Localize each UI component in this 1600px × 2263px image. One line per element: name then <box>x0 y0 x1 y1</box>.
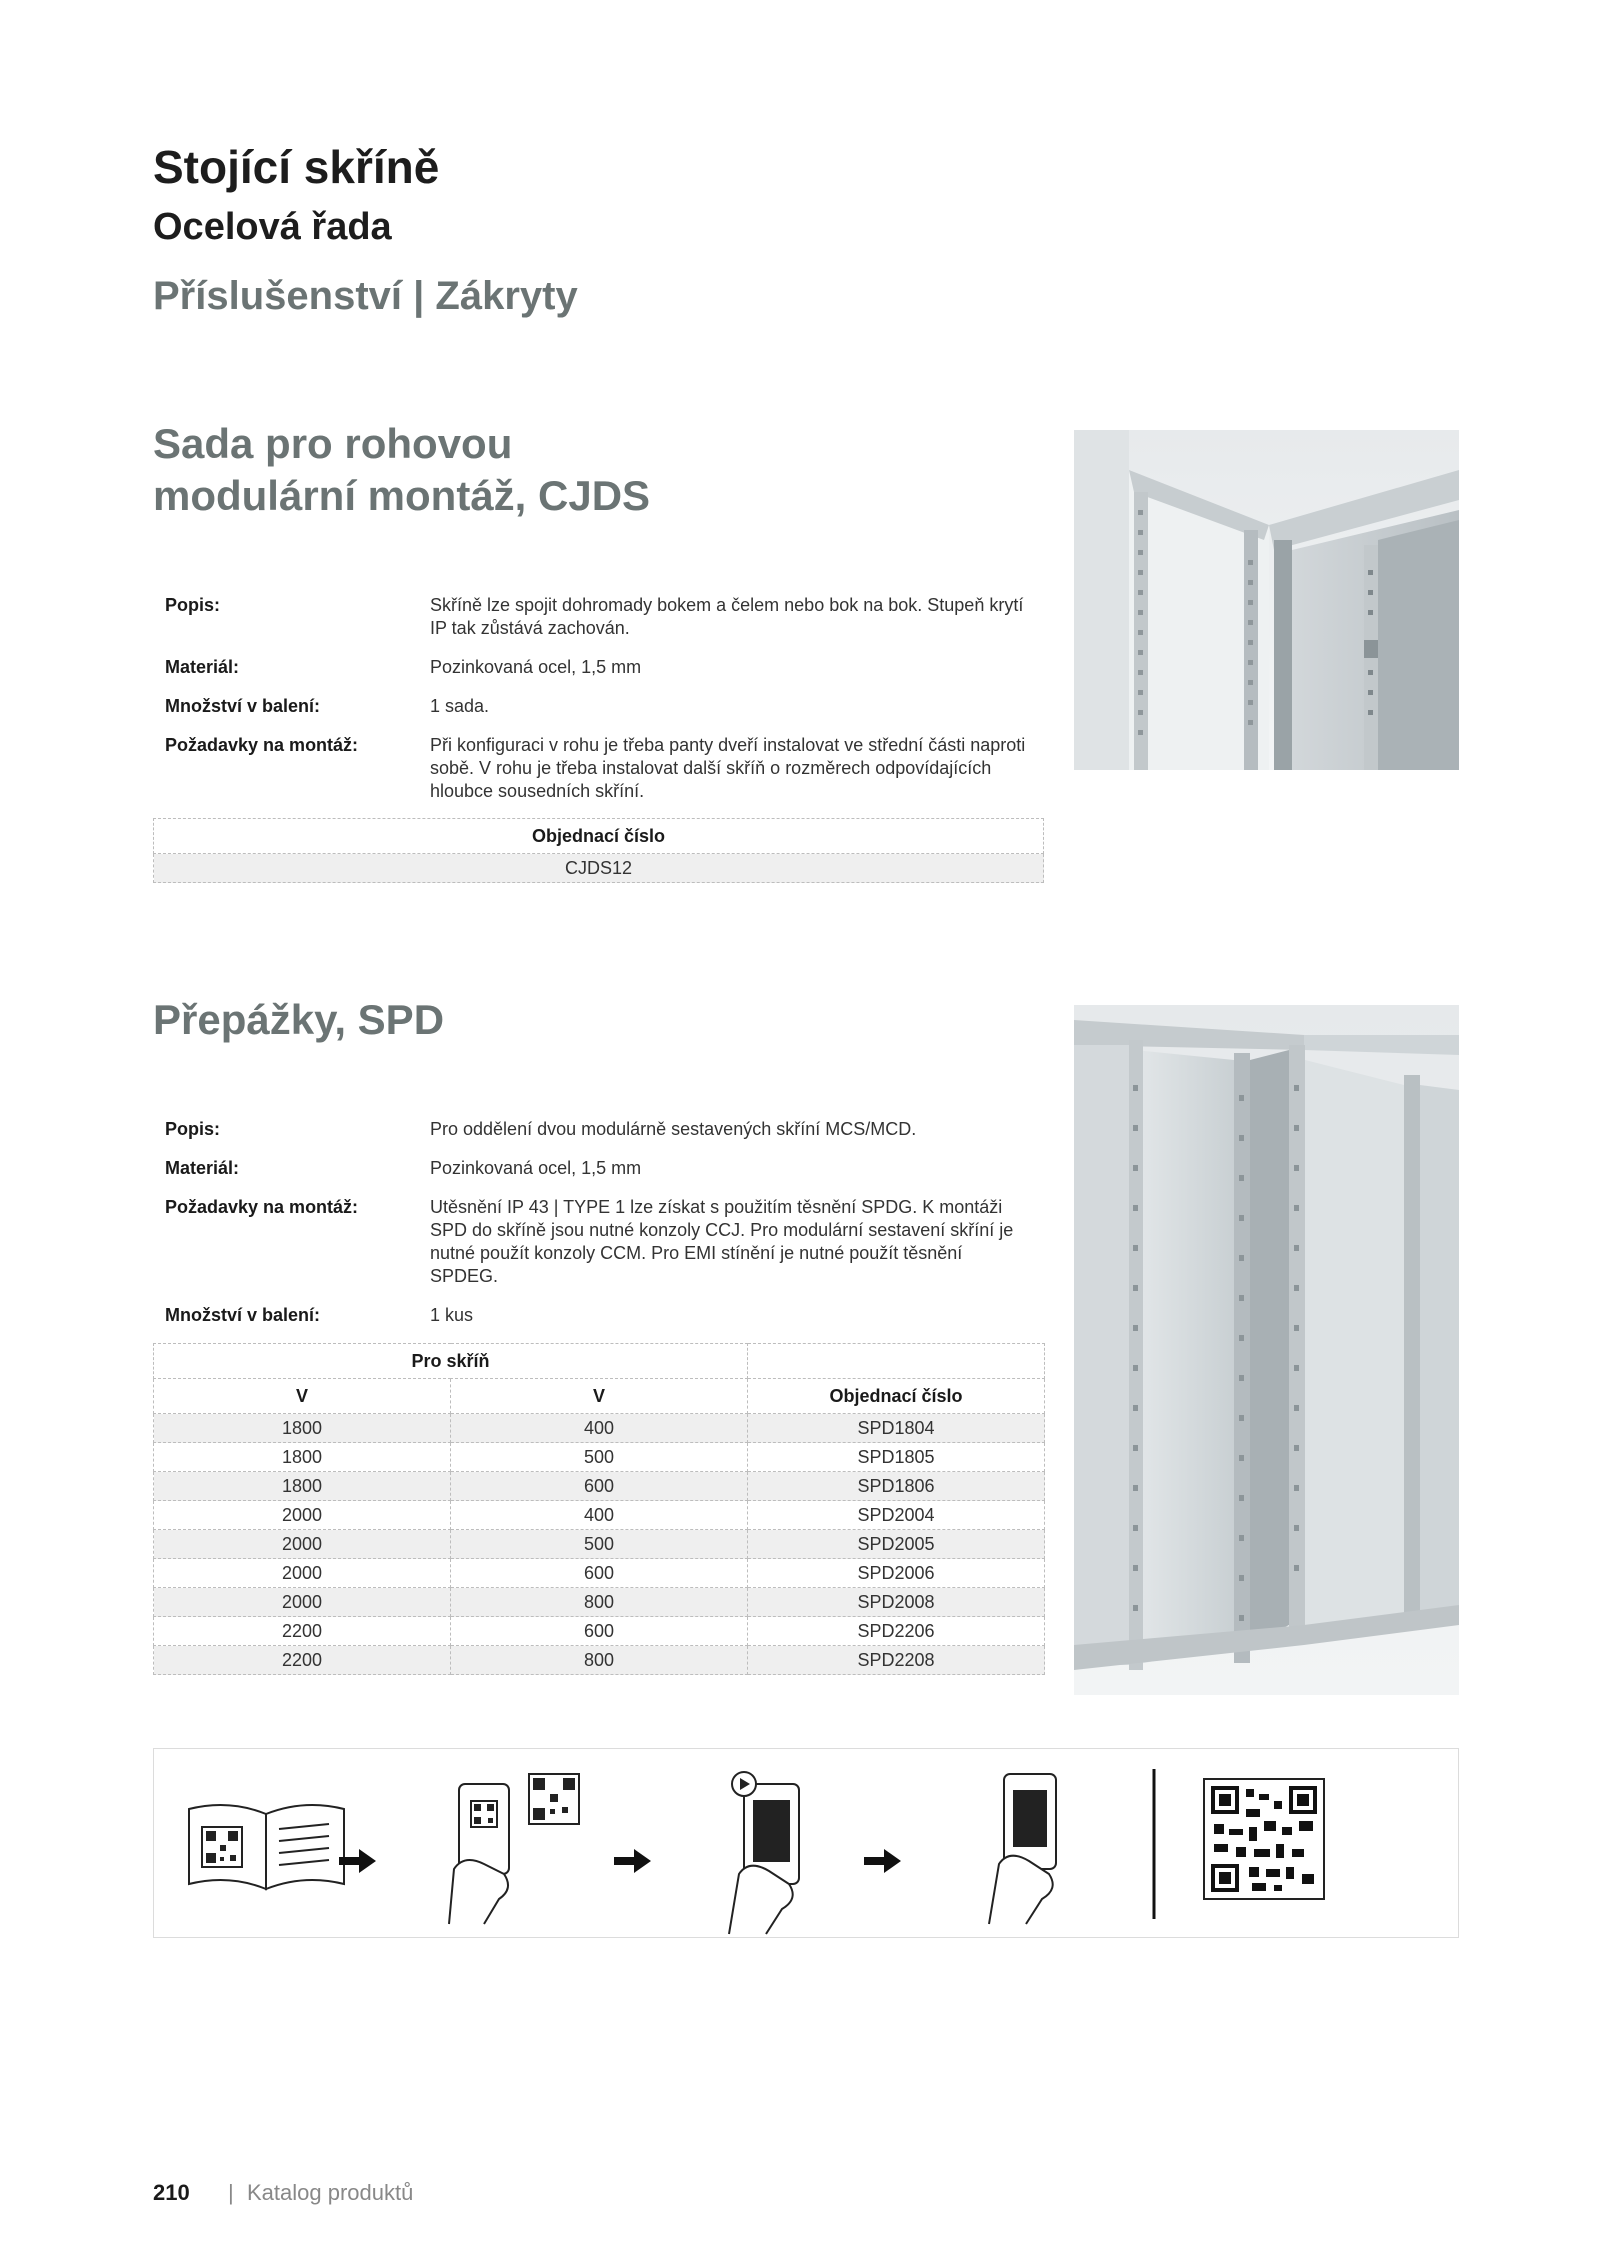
table-row <box>154 1443 1045 1472</box>
section1-title-line1: Sada pro rohovou <box>153 420 513 467</box>
spec-row <box>153 1157 1043 1180</box>
cell: 2000 <box>154 1588 451 1617</box>
group-header: Pro skříň <box>154 1344 748 1379</box>
table-row <box>154 1559 1045 1588</box>
page-subtitle: Ocelová řada <box>153 206 392 248</box>
page-category: Příslušenství | Zákryty <box>153 274 578 318</box>
spec-label: Množství v balení: <box>165 1305 321 1325</box>
spec-label: Popis: <box>165 595 221 615</box>
spec-row <box>153 695 1043 718</box>
cell: 2000 <box>154 1530 451 1559</box>
spec-row <box>153 1196 1043 1288</box>
spec-value: 1 kus <box>430 1305 474 1325</box>
cell: 800 <box>451 1646 748 1675</box>
table-row <box>154 1501 1045 1530</box>
spec-value: 1 sada. <box>430 696 490 716</box>
cell: SPD1805 <box>748 1443 1045 1472</box>
cell: 600 <box>451 1472 748 1501</box>
spec-label: Materiál: <box>165 1158 240 1178</box>
section1-title-line2: modulární montáž, CJDS <box>153 472 651 519</box>
col-header-order: Objednací číslo <box>748 1379 1045 1414</box>
spec-row <box>153 1304 1043 1327</box>
cell: 1800 <box>154 1472 451 1501</box>
phone-scan-icon <box>449 1774 579 1924</box>
spd-order-table <box>153 1343 1045 1675</box>
cell: SPD2206 <box>748 1617 1045 1646</box>
section1-specs <box>153 594 1043 819</box>
table-row <box>154 1472 1045 1501</box>
cabinet-corner-image <box>1074 430 1459 770</box>
cell: 2200 <box>154 1646 451 1675</box>
cell: SPD2004 <box>748 1501 1045 1530</box>
spd-product-photo <box>1074 1005 1459 1695</box>
spec-row <box>153 734 1043 803</box>
cabinet-partition-image <box>1074 1005 1459 1695</box>
col-header-v1: V <box>154 1379 451 1414</box>
cell: SPD2208 <box>748 1646 1045 1675</box>
page-number: 210 <box>153 2180 190 2205</box>
order-number-header: Objednací číslo <box>154 819 1044 854</box>
group-header-empty <box>748 1344 1045 1379</box>
spec-label: Požadavky na montáž: <box>165 735 359 755</box>
qr-code-icon <box>1204 1779 1324 1899</box>
cell: SPD1806 <box>748 1472 1045 1501</box>
cell: 500 <box>451 1443 748 1472</box>
cell: 600 <box>451 1617 748 1646</box>
spec-value: Při konfiguraci v rohu je třeba panty dveří instalovat ve střední části naproti sobě. V rohu je třeba instalovat další skříň o rozměrech odpovídajících hloubce sousedních skříní. <box>430 735 1026 801</box>
table-row <box>154 1414 1045 1443</box>
spec-label: Požadavky na montáž: <box>165 1197 359 1217</box>
arrow-right-icon <box>614 1849 651 1873</box>
cell: 1800 <box>154 1443 451 1472</box>
cell: SPD2008 <box>748 1588 1045 1617</box>
phone-video-icon <box>729 1772 799 1934</box>
spec-row <box>153 594 1043 640</box>
spec-value: Pro oddělení dvou modulárně sestavených skříní MCS/MCD. <box>430 1119 917 1139</box>
spec-value: Pozinkovaná ocel, 1,5 mm <box>430 657 642 677</box>
section1-heading <box>153 418 650 522</box>
arrow-right-icon <box>864 1849 901 1873</box>
footer-separator: | <box>228 2180 234 2205</box>
cell: 800 <box>451 1588 748 1617</box>
cjds-order-table <box>153 818 1044 883</box>
spec-label: Množství v balení: <box>165 696 321 716</box>
cell: SPD1804 <box>748 1414 1045 1443</box>
footer-text: Katalog produktů <box>247 2180 414 2205</box>
cell: 600 <box>451 1559 748 1588</box>
table-row <box>154 1530 1045 1559</box>
page-title: Stojící skříně <box>153 141 440 193</box>
phone-display-icon <box>989 1774 1056 1924</box>
cell: 2200 <box>154 1617 451 1646</box>
spec-label: Popis: <box>165 1119 221 1139</box>
section2-title: Přepážky, SPD <box>153 996 445 1043</box>
spec-row <box>153 1118 1043 1141</box>
cell: SPD2005 <box>748 1530 1045 1559</box>
table-row <box>154 1588 1045 1617</box>
qr-instructions-illustration <box>154 1749 1460 1939</box>
spec-label: Materiál: <box>165 657 240 677</box>
qr-instructions-box <box>153 1748 1459 1938</box>
cjds-product-photo <box>1074 430 1459 770</box>
cell: 2000 <box>154 1559 451 1588</box>
cell: 400 <box>451 1501 748 1530</box>
col-header-v2: V <box>451 1379 748 1414</box>
spec-row <box>153 656 1043 679</box>
table-row <box>154 1646 1045 1675</box>
spec-value: Utěsnění IP 43 | TYPE 1 lze získat s použitím těsnění SPDG. K montáži SPD do skříně jsou nutné konzoly CCJ. Pro modulární sestavení skříní je nutné použít konzoly CCM. Pro EMI stínění je nutné použít těsnění SPDEG. <box>430 1197 1014 1286</box>
cell: SPD2006 <box>748 1559 1045 1588</box>
section2-specs <box>153 1118 1043 1343</box>
order-number-value: CJDS12 <box>154 854 1044 883</box>
spec-value: Pozinkovaná ocel, 1,5 mm <box>430 1158 642 1178</box>
cell: 400 <box>451 1414 748 1443</box>
spec-value: Skříně lze spojit dohromady bokem a čelem nebo bok na bok. Stupeň krytí IP tak zůstává zachován. <box>430 595 1024 638</box>
cell: 2000 <box>154 1501 451 1530</box>
cell: 500 <box>451 1530 748 1559</box>
cell: 1800 <box>154 1414 451 1443</box>
table-row <box>154 1617 1045 1646</box>
